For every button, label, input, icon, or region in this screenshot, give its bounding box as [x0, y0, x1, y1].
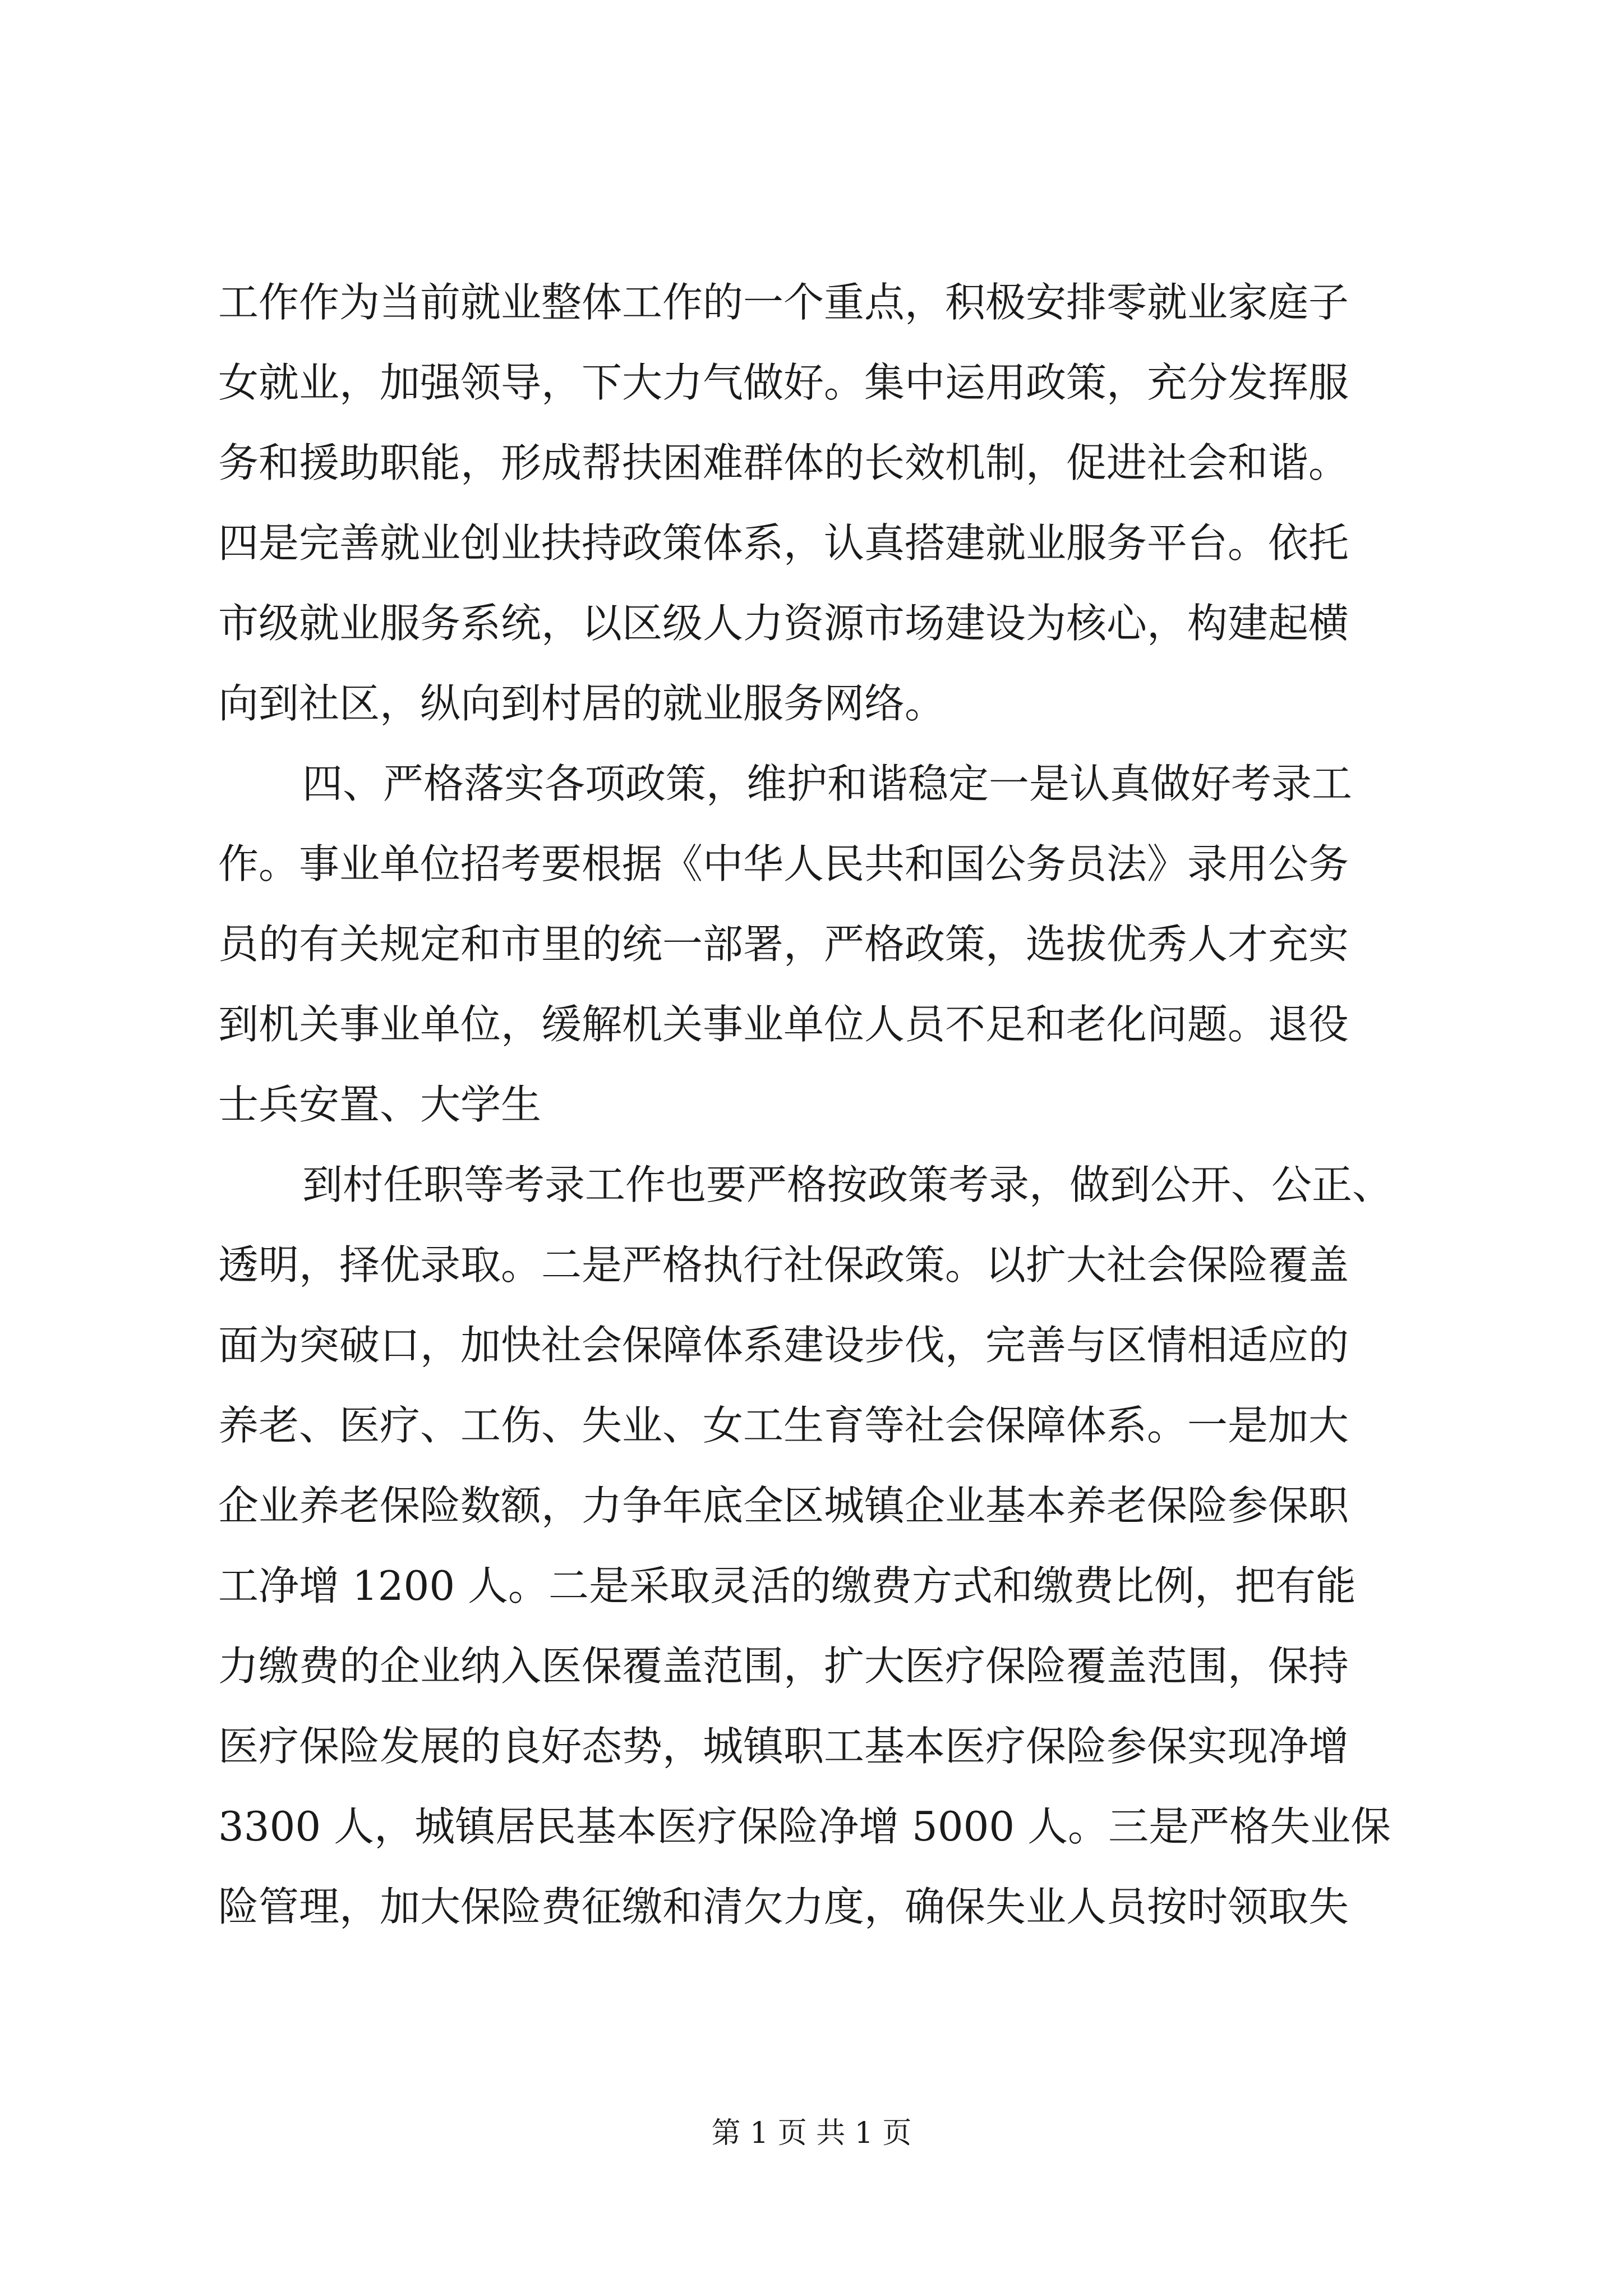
text-line: 务和援助职能，形成帮扶困难群体的长效机制，促进社会和谐。: [218, 439, 1349, 486]
text-line: 员的有关规定和市里的统一部署，严格政策，选拔优秀人才充实: [218, 921, 1349, 968]
text-line: 面为突破口，加快社会保障体系建设步伐，完善与区情相适应的: [218, 1322, 1349, 1369]
text-line: 医疗保险发展的良好态势，城镇职工基本医疗保险参保实现净增: [218, 1723, 1349, 1770]
text-line: 力缴费的企业纳入医保覆盖范围，扩大医疗保险覆盖范围，保持: [218, 1642, 1349, 1690]
text-line: 四是完善就业创业扶持政策体系，认真搭建就业服务平台。依托: [218, 519, 1349, 567]
text-line: 养老、医疗、工伤、失业、女工生育等社会保障体系。一是加大: [218, 1402, 1349, 1449]
paragraph-start-line: 到村任职等考录工作也要严格按政策考录，做到公开、公正、: [302, 1161, 1393, 1208]
text-line: 企业养老保险数额，力争年底全区城镇企业基本养老保险参保职: [218, 1482, 1349, 1529]
section-heading-line: 四、严格落实各项政策，维护和谐稳定一是认真做好考录工: [302, 760, 1353, 807]
text-line: 透明，择优录取。二是严格执行社保政策。以扩大社会保险覆盖: [218, 1241, 1349, 1289]
text-line: 工净增 1200 人。二是采取灵活的缴费方式和缴费比例，把有能: [218, 1562, 1357, 1609]
text-line: 到机关事业单位，缓解机关事业单位人员不足和老化问题。退役: [218, 1001, 1349, 1048]
text-line: 工作作为当前就业整体工作的一个重点，积极安排零就业家庭子: [218, 279, 1349, 326]
text-line: 险管理，加大保险费征缴和清欠力度，确保失业人员按时领取失: [218, 1883, 1349, 1930]
text-line: 市级就业服务系统，以区级人力资源市场建设为核心，构建起横: [218, 600, 1349, 647]
page-number-footer: 第 1 页 共 1 页: [711, 2116, 912, 2150]
text-line: 士兵安置、大学生: [218, 1081, 542, 1128]
text-line: 作。事业单位招考要根据《中华人民共和国公务员法》录用公务: [218, 840, 1349, 887]
text-line: 3300 人，城镇居民基本医疗保险净增 5000 人。三是严格失业保: [218, 1803, 1391, 1850]
text-line: 向到社区，纵向到村居的就业服务网络。: [218, 680, 946, 727]
document-body: [218, 263, 1407, 1947]
text-line: 女就业，加强领导，下大力气做好。集中运用政策，充分发挥服: [218, 359, 1349, 406]
